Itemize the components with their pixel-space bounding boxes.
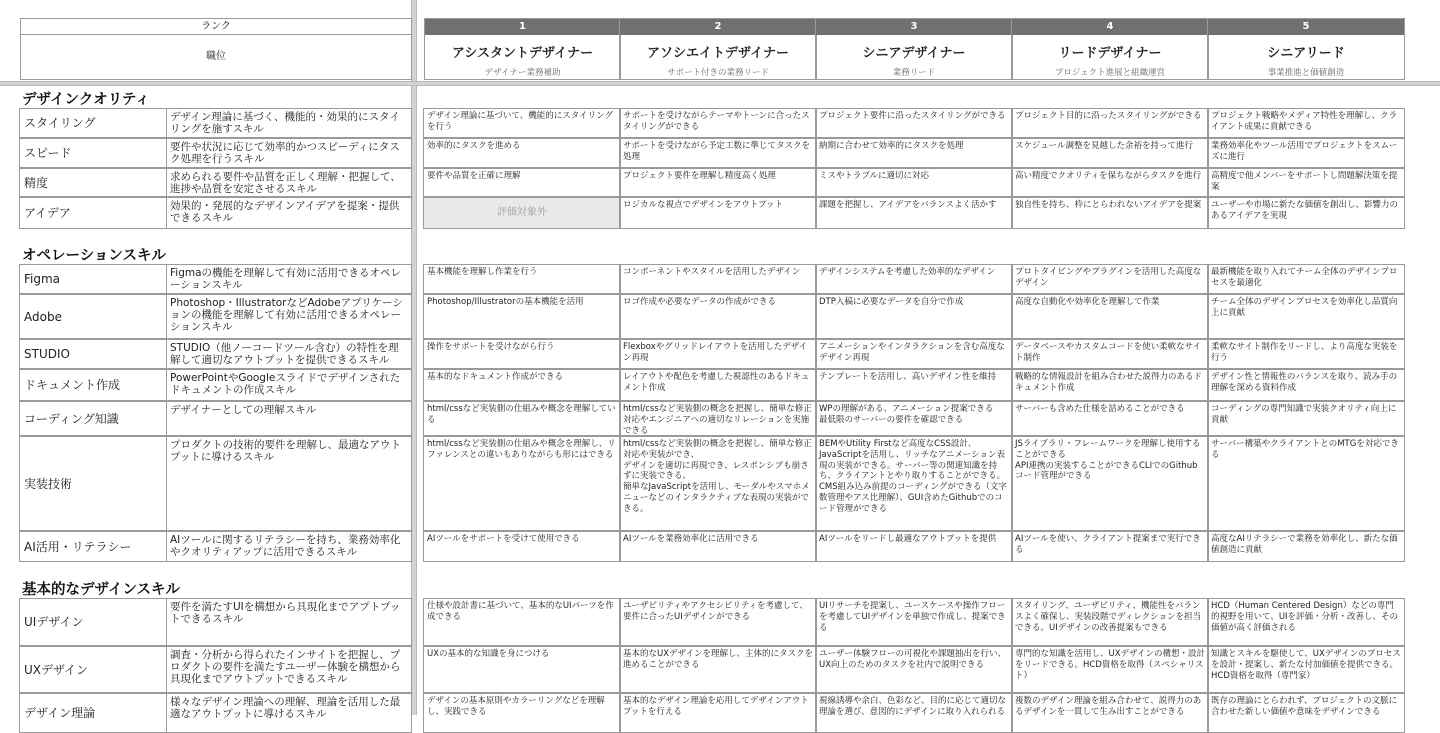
level-header-1 (424, 18, 621, 80)
skill-description[interactable]: 様々なデザイン理論への理解、理論を活用した最適なアウトプットに導けるスキル (166, 693, 412, 733)
skill-name[interactable]: Figma (19, 264, 167, 294)
level-cell[interactable]: サポートを受けながら予定工数に準じてタスクを処理 (619, 138, 817, 168)
level-cell[interactable]: 操作をサポートを受けながら行う (423, 339, 621, 369)
skill-description[interactable]: 調査・分析から得られたインサイトを把握し、プロダクトの要件を満たすユーザー体験を構想から具現化までアウトプットできるスキル (166, 646, 412, 693)
level-cell[interactable]: 複数のデザイン理論を組み合わせて、説得力のあるデザインを一貫して生み出すことができる (1011, 693, 1209, 733)
skill-name[interactable]: AI活用・リテラシー (19, 531, 167, 562)
level-cell[interactable]: サーバーも含めた仕様を詰めることができる (1011, 401, 1209, 436)
level-subtitle: 事業推進と価値創造 (1267, 68, 1345, 78)
level-number: 5 (1208, 19, 1404, 35)
level-cell[interactable]: 基本的なUXデザインを理解し、主体的にタスクを進めることができる (619, 646, 817, 693)
skill-name[interactable]: UXデザイン (19, 646, 167, 693)
level-number: 3 (816, 19, 1012, 35)
level-cell[interactable]: 知識とスキルを駆使して、UXデザインのプロセスを設計・提案し、新たな付加価値を提供できる。HCD資格を取得（専門家） (1207, 646, 1405, 693)
level-cell[interactable]: レイアウトや配色を考慮した視認性のあるドキュメント作成 (619, 369, 817, 401)
level-cell[interactable]: html/cssなど実装側の仕組みや概念を理解し、リファレンスとの違いもありながらも形にはできる (423, 436, 621, 531)
level-header-4 (1011, 18, 1209, 80)
level-cell[interactable]: 高度なAIリテラシーで業務を効率化し、新たな価値創造に貢献 (1207, 531, 1405, 562)
level-subtitle: プロジェクト進展と組織運営 (1054, 68, 1166, 78)
level-cell[interactable]: 最新機能を取り入れてチーム全体のデザインプロセスを最適化 (1207, 264, 1405, 294)
level-subtitle: サポート付きの業務リード (666, 68, 769, 78)
level-cell[interactable]: html/cssなど実装側の概念を把握し、簡単な修正対応やエンジニアへの適切なリレーションを実施できる (619, 401, 817, 436)
level-cell[interactable]: アニメーションやインタラクションを含む高度なデザイン再現 (815, 339, 1013, 369)
level-cell[interactable]: プロジェクト要件を理解し精度高く処理 (619, 168, 817, 197)
level-cell[interactable]: 基本的なデザイン理論を応用してデザインアウトプットを行える (619, 693, 817, 733)
frozen-row-divider[interactable] (0, 81, 1440, 86)
level-cell[interactable]: 柔軟なサイト制作をリードし、より高度な実装を行う (1207, 339, 1405, 369)
level-cell[interactable]: 専門的な知識を活用し、UXデザインの構想・設計をリードできる。HCD資格を取得（スペシャリスト） (1011, 646, 1209, 693)
level-cell[interactable]: 業務効率化やツール活用でプロジェクトをスムーズに進行 (1207, 138, 1405, 168)
level-cell[interactable]: データベースやカスタムコードを使い柔軟なサイト制作 (1011, 339, 1209, 369)
level-title: シニアデザイナー (862, 46, 966, 61)
level-cell[interactable]: 課題を把握し、アイデアをバランスよく活かす (815, 197, 1013, 229)
level-cell[interactable]: ミスやトラブルに適切に対応 (815, 168, 1013, 197)
level-cell[interactable]: 独自性を持ち、枠にとらわれないアイデアを提案 (1011, 197, 1209, 229)
section-title: 基本的なデザインスキル (22, 582, 180, 598)
level-cell[interactable]: 基本機能を理解し作業を行う (423, 264, 621, 294)
skill-description[interactable]: プロダクトの技術的要件を理解し、最適なアウトプットに導けるスキル (166, 436, 412, 531)
level-cell[interactable]: JSライブラリ・フレームワークを理解し使用することができる API連携の実装することができるCLIでのGithubコード管理ができる (1011, 436, 1209, 531)
level-cell[interactable]: HCD（Human Centered Design）などの専門的視野を用いて、UIを評価・分析・改善し、その価値が高く評価される (1207, 598, 1405, 646)
level-cell[interactable]: Photoshop/Illustratorの基本機能を活用 (423, 294, 621, 339)
level-cell[interactable]: ロゴ作成や必要なデータの作成ができる (619, 294, 817, 339)
level-number: 4 (1012, 19, 1208, 35)
section-title: オペレーションスキル (22, 248, 166, 264)
skill-description[interactable]: PowerPointやGoogleスライドでデザインされたドキュメントの作成スキル (166, 369, 412, 401)
level-cell[interactable]: プロジェクト目的に沿ったスタイリングができる (1011, 108, 1209, 138)
level-cell[interactable]: サーバー構築やクライアントとのMTGを対応できる (1207, 436, 1405, 531)
skill-name[interactable]: 実装技術 (19, 436, 167, 531)
level-cell[interactable]: スタイリング、ユーザビリティ、機能性をバランスよく確保し、実装段階でディレクションを担当できる。UIデザインの改善提案もできる (1011, 598, 1209, 646)
level-cell[interactable]: AIツールをサポートを受けて使用できる (423, 531, 621, 562)
level-cell[interactable]: プロジェクト要件に沿ったスタイリングができる (815, 108, 1013, 138)
level-cell[interactable]: テンプレートを活用し、高いデザイン性を維持 (815, 369, 1013, 401)
skill-description[interactable]: 要件を満たすUIを構想から具現化までアプトプットできるスキル (166, 598, 412, 646)
skill-name[interactable]: スタイリング (19, 108, 167, 138)
level-subtitle: 業務リード (892, 68, 936, 78)
level-cell[interactable]: UXの基本的な知識を身につける (423, 646, 621, 693)
level-title: アソシエイトデザイナー (646, 46, 790, 61)
role-header-label: 職位 (20, 34, 412, 80)
level-cell[interactable]: デザインシステムを考慮した効率的なデザイン (815, 264, 1013, 294)
level-cell[interactable]: プロトタイピングやプラグインを活用した高度なデザイン (1011, 264, 1209, 294)
skill-name[interactable]: アイデア (19, 197, 167, 229)
level-cell[interactable]: 評価対象外 (423, 197, 621, 229)
level-header-2 (619, 18, 817, 80)
level-cell[interactable]: サポートを受けながらテーマやトーンに合ったスタイリングができる (619, 108, 817, 138)
skill-description[interactable]: AIツールに関するリテラシーを持ち、業務効率化やクオリティアップに活用できるスキル (166, 531, 412, 562)
level-cell[interactable]: 仕様や設計書に基づいて、基本的なUIパーツを作成できる (423, 598, 621, 646)
skill-description[interactable]: デザイン理論に基づく、機能的・効果的にスタイリングを施すスキル (166, 108, 412, 138)
level-cell[interactable]: 高い精度でクオリティを保ちながらタスクを進行 (1011, 168, 1209, 197)
level-cell[interactable]: 基本的なドキュメント作成ができる (423, 369, 621, 401)
level-cell[interactable]: ユーザーや市場に新たな価値を創出し、影響力のあるアイデアを実現 (1207, 197, 1405, 229)
level-cell[interactable]: コンポーネントやスタイルを活用したデザイン (619, 264, 817, 294)
level-cell[interactable]: ユーザビリティやアクセシビリティを考慮して、要件に合ったUIデザインができる (619, 598, 817, 646)
level-cell[interactable]: チーム全体のデザインプロセスを効率化し品質向上に貢献 (1207, 294, 1405, 339)
level-cell[interactable]: html/cssなど実装側の概念を把握し、簡単な修正対応や実装ができ、 デザインを適切に再現でき、レスポンシブも崩さずに実装できる。 簡単なJavaScriptを活用し、モーダルやスマホメニューなどのインタラクティブな表現の実装ができる。 (619, 436, 817, 531)
level-cell[interactable]: BEMやUtility Firstなど高度なCSS設計、JavaScriptを活用し、リッチなアニメーション表現の実装ができる。サーバー等の関連知識を持ち、クライアントとやり取りすることができる。 CMS組み込み前提のコーディングができる（文字数管理やアス比理解）、GUI含めたGithubでのコード管理ができる (815, 436, 1013, 531)
level-cell[interactable]: AIツールをリードし最適なアウトプットを提供 (815, 531, 1013, 562)
level-cell[interactable]: デザイン性と情報性のバランスを取り、読み手の理解を深める資料作成 (1207, 369, 1405, 401)
level-cell[interactable]: ユーザー体験フローの可視化や課題抽出を行い、UX向上のためのタスクを社内で説明できる (815, 646, 1013, 693)
skill-description[interactable]: Photoshop・IllustratorなどAdobeアプリケーションの機能を理解して有効に活用できるオペレーションスキル (166, 294, 412, 339)
level-cell[interactable]: 高精度で他メンバーをサポートし問題解決策を提案 (1207, 168, 1405, 197)
level-title: リードデザイナー (1058, 46, 1162, 61)
level-cell[interactable]: ロジカルな視点でデザインをアウトプット (619, 197, 817, 229)
level-header-3 (815, 18, 1013, 80)
level-cell[interactable]: html/cssなど実装側の仕組みや概念を理解している (423, 401, 621, 436)
level-number: 1 (425, 19, 620, 35)
skill-description[interactable]: デザイナーとしての理解スキル (166, 401, 412, 436)
level-cell[interactable]: 要件や品質を正確に理解 (423, 168, 621, 197)
skill-description[interactable]: Figmaの機能を理解して有効に活用できるオペレーションスキル (166, 264, 412, 294)
skill-name[interactable]: デザイン理論 (19, 693, 167, 733)
level-number: 2 (620, 19, 816, 35)
level-cell[interactable]: AIツールを使い、クライアント提案まで実行できる (1011, 531, 1209, 562)
skill-name[interactable]: STUDIO (19, 339, 167, 369)
section-title: デザインクオリティ (22, 92, 150, 108)
level-cell[interactable]: AIツールを業務効率化に活用できる (619, 531, 817, 562)
level-cell[interactable]: 視線誘導や余白、色彩など、目的に応じて適切な理論を選び、意図的にデザインに取り入れられる (815, 693, 1013, 733)
skill-name[interactable]: 精度 (19, 168, 167, 197)
level-cell[interactable]: 納期に合わせて効率的にタスクを処理 (815, 138, 1013, 168)
level-cell[interactable]: UIリサーチを提案し、ユースケースや操作フローを考慮してUIデザインを単独で作成し、提案できる (815, 598, 1013, 646)
skill-name[interactable]: Adobe (19, 294, 167, 339)
level-cell[interactable]: 効率的にタスクを進める (423, 138, 621, 168)
level-cell[interactable]: デザイン理論に基づいて、機能的にスタイリングを行う (423, 108, 621, 138)
rank-header-label: ランク (20, 18, 412, 35)
skill-description[interactable]: 要件や状況に応じて効率的かつスピーディにタスク処理を行うスキル (166, 138, 412, 168)
level-cell[interactable]: コーディングの専門知識で実装クオリティ向上に貢献 (1207, 401, 1405, 436)
skill-name[interactable]: スピード (19, 138, 167, 168)
skill-description[interactable]: 効果的・発展的なデザインアイデアを提案・提供できるスキル (166, 197, 412, 229)
level-cell[interactable]: スケジュール調整を見越した余裕を持って進行 (1011, 138, 1209, 168)
level-cell[interactable]: WPの理解がある、アニメーション提案できる 最低限のサーバーの要件を確認できる (815, 401, 1013, 436)
level-cell[interactable]: Flexboxやグリッドレイアウトを活用したデザイン再現 (619, 339, 817, 369)
level-cell[interactable]: デザインの基本原則やカラーリングなどを理解し、実践できる (423, 693, 621, 733)
level-cell[interactable]: 既存の理論にとらわれず、プロジェクトの文脈に合わせた新しい価値や意味をデザインできる (1207, 693, 1405, 733)
skill-name[interactable]: UIデザイン (19, 598, 167, 646)
level-cell[interactable]: DTP入稿に必要なデータを自分で作成 (815, 294, 1013, 339)
skill-name[interactable]: コーディング知識 (19, 401, 167, 436)
level-subtitle: デザイナー業務補助 (484, 68, 561, 78)
level-title: シニアリード (1267, 46, 1345, 61)
skill-name[interactable]: ドキュメント作成 (19, 369, 167, 401)
level-cell[interactable]: 戦略的な情報設計を組み合わせた説得力のあるドキュメント作成 (1011, 369, 1209, 401)
level-title: アシスタントデザイナー (451, 46, 594, 61)
level-cell[interactable]: 高度な自動化や効率化を理解して作業 (1011, 294, 1209, 339)
level-cell[interactable]: プロジェクト戦略やメディア特性を理解し、クライアント成果に貢献できる (1207, 108, 1405, 138)
level-header-5 (1207, 18, 1405, 80)
skill-description[interactable]: 求められる要件や品質を正しく理解・把握して、進捗や品質を安定させるスキル (166, 168, 412, 197)
skill-description[interactable]: STUDIO（他ノーコードツール含む）の特性を理解して適切なアウトプットを提供できるスキル (166, 339, 412, 369)
